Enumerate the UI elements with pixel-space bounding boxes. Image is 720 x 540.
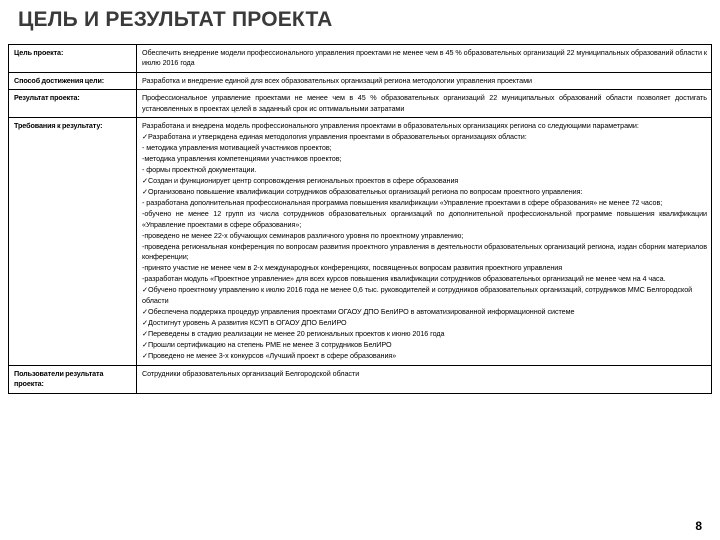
requirement-line: -проведена региональная конференция по вопросам развития проектного управления в деятельности образовательных организаций региона, издан сборник материалов конференции; [142, 241, 707, 262]
requirement-line: ✓Обеспечена поддержка процедур управления проектами ОГАОУ ДПО БелИРО в автоматизированной информационной системе [142, 307, 575, 317]
content-line: Сотрудники образовательных организаций Белгородской области [142, 368, 360, 378]
requirement-line: -принято участие не менее чем в 2-х международных конференциях, посвященных вопросам развития проектного управления [142, 263, 563, 273]
requirement-line: ✓Обучено проектному управлению к июлю 2016 года не менее 0,6 тыс. руководителей и сотрудников образовательных организаций, сотрудников ММС Белгородской области [142, 285, 693, 306]
requirement-line: ✓Проведено не менее 3-х конкурсов «Лучший проект в сфере образования» [142, 350, 397, 360]
requirement-line: ✓Переведены в стадию реализации не менее 20 региональных проектов к июню 2016 года [142, 329, 445, 338]
row-content-result [137, 90, 712, 118]
requirement-line: -разработан модуль «Проектное управление» для всех курсов повышения квалификации сотрудников образовательных организаций не менее чем на 4 часа. [142, 274, 666, 284]
requirement-line: -методика управления компетенциями участников проектов; [142, 154, 342, 163]
project-summary-table [8, 44, 712, 394]
row-content-goal [137, 45, 712, 73]
requirement-line: -обучено не менее 12 групп из числа сотрудников образовательных организаций по дополнительной профессиональной программе повышения квалификации «Управление проектами в сфере образования»; [142, 208, 707, 229]
requirement-line: Разработана и внедрена модель профессионального управления проектами в образовательных организациях региона со следующими параметрами: [142, 121, 639, 131]
table-row [9, 90, 712, 118]
table-row [9, 72, 712, 89]
page-title: ЦЕЛЬ И РЕЗУЛЬТАТ ПРОЕКТА [18, 8, 333, 31]
row-content-users [137, 365, 712, 393]
requirement-line: - разработана дополнительная профессиональная программа повышения квалификации «Управление проектами в сфере образования» не менее 72 часов; [142, 197, 663, 207]
requirement-line: ✓Создан и функционирует центр сопровождения региональных проектов в сфере образования [142, 175, 459, 185]
row-label-result: Результат проекта: [9, 90, 137, 118]
requirement-line: ✓Прошли сертификацию на степень PME не менее 3 сотрудников БелИРО [142, 339, 392, 349]
table-row [9, 118, 712, 366]
page-number: 8 [695, 519, 702, 533]
row-label-method: Способ достижения цели: [9, 72, 137, 89]
table-body [9, 45, 712, 394]
content-line: Обеспечить внедрение модели профессионального управления проектами не менее чем в 45 % образовательных организаций 22 муниципальных образований области к июлю 2016 года [142, 48, 707, 68]
requirement-line: - методика управления мотивацией участников проектов; [142, 143, 332, 153]
row-content-method [137, 72, 712, 89]
table-row [9, 45, 712, 73]
row-label-users: Пользователи результата проекта: [9, 365, 137, 393]
requirement-line: - формы проектной документации. [142, 164, 257, 174]
table-row [9, 365, 712, 393]
content-line: Разработка и внедрение единой для всех образовательных организаций региона методологии управления проектами [142, 75, 532, 85]
row-label-goal: Цель проекта: [9, 45, 137, 73]
content-line: Профессиональное управление проектами не менее чем в 45 % образовательных организаций 22 муниципальных образований области позволяет достигать установленных в проектах целей в заданный срок ис оптимальными затратами [142, 93, 707, 113]
requirement-line: ✓Достигнут уровень А развития КСУП в ОГАОУ ДПО БелИРО [142, 318, 347, 328]
row-content-requirements [137, 118, 712, 366]
requirement-line: -проведено не менее 22-х обучающих семинаров различного уровня по проектному управлению; [142, 230, 464, 240]
requirement-line: ✓Разработана и утверждена единая методология управления проектами в образовательных организациях области: [142, 132, 527, 142]
row-label-requirements: Требования к результату: [9, 118, 137, 366]
requirement-line: ✓Организовано повышение квалификации сотрудников образовательных организаций региона по вопросам проектного управления: [142, 186, 583, 196]
